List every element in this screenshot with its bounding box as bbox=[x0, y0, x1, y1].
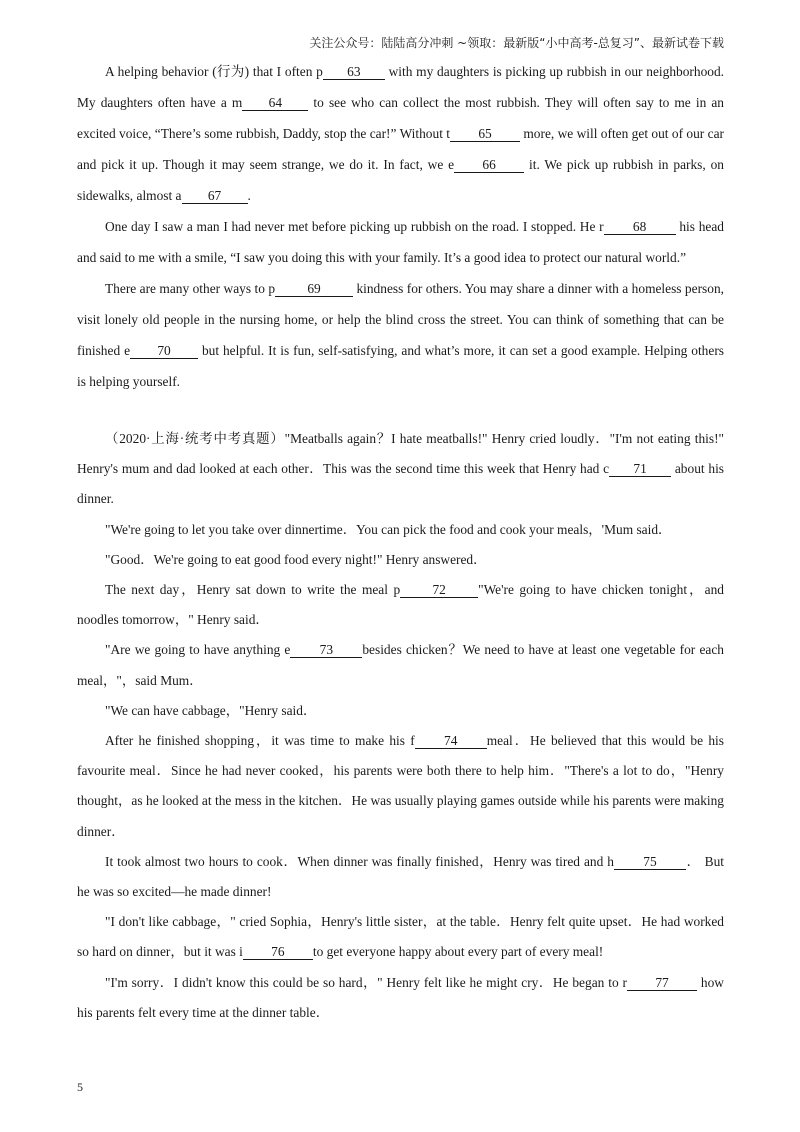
paragraph: "Are we going to have anything e 73 besides chicken？We need to have at least one vegetable for each meal，"，said Mum． bbox=[77, 642, 724, 688]
blank-68: 68 bbox=[604, 220, 676, 235]
paragraph: "We're going to let you take over dinnertime．You can pick the food and cook your meals，'Mum said． bbox=[105, 521, 672, 537]
paragraph: After he finished shopping，it was time to make his f 74 meal．He believed that this would be his favourite meal．Since he had never cooked，his parents were both there to help him．"There's a lot to do，"Henry thought，as he looked at the mess in the kitchen．He was usually playing games outside while his parents were making dinner． bbox=[77, 733, 724, 839]
blank-65: 65 bbox=[450, 127, 520, 142]
paragraph: "I don't like cabbage，" cried Sophia，Henry's little sister，at the table．Henry felt quite upset．He had worked so hard on dinner，but it was i 76 to get everyone happy about every part of every meal! bbox=[77, 914, 724, 960]
page-number: 5 bbox=[77, 1080, 83, 1094]
paragraph: There are many other ways to p 69 kindness for others. You may share a dinner with a homeless person, visit lonely old people in the nursing home, or help the blind cross the street. You can think of something that can be finished e 70 but helpful. It is fun, self-satisfying, and what’s more, it can set a good example. Helping others is helping yourself. bbox=[77, 281, 724, 389]
blank-77: 77 bbox=[627, 976, 697, 991]
blank-72: 72 bbox=[400, 583, 478, 598]
paragraph: （2020·上海·统考中考真题）"Meatballs again？I hate meatballs!" Henry cried loudly．"I'm not eating this!" Henry's mum and dad looked at each other．This was the second time this week that Henry had c 71 about his dinner. bbox=[77, 431, 725, 507]
paragraph: "We can have cabbage，"Henry said． bbox=[105, 702, 317, 718]
document-body bbox=[77, 56, 724, 1028]
paragraph: The next day，Henry sat down to write the meal p 72 "We're going to have chicken tonight，and noodles tomorrow，" Henry said． bbox=[77, 582, 725, 628]
blank-76: 76 bbox=[243, 945, 313, 960]
paragraph: A helping behavior (行为) that I often p 63 with my daughters is picking up rubbish in our neighborhood. My daughters often have a m 64 to see who can collect the most rubbish. They will often say to me in an excited voice, “There’s some rubbish, Daddy, stop the car!” Without t 65 more, we will often get out of our car and pick it up. Though it may seem strange, we do it. In fact, we e 66 it. We pick up rubbish in parks, on sidewalks, almost a 67 . bbox=[77, 64, 724, 203]
paragraph: It took almost two hours to cook．When dinner was finally finished，Henry was tired and h 75 ． But he was so excited—he made dinner! bbox=[77, 853, 724, 900]
paragraph: "I'm sorry．I didn't know this could be so hard，" Henry felt like he might cry．He began to r 77 how his parents felt every time at the dinner table． bbox=[77, 974, 724, 1020]
blank-75: 75 bbox=[614, 855, 686, 870]
blank-70: 70 bbox=[130, 344, 198, 359]
blank-64: 64 bbox=[242, 96, 308, 111]
blank-74: 74 bbox=[415, 734, 487, 749]
blank-66: 66 bbox=[454, 158, 524, 173]
paragraph: "Good．We're going to eat good food every night!" Henry answered． bbox=[105, 551, 487, 567]
blank-73: 73 bbox=[290, 643, 362, 658]
blank-67: 67 bbox=[182, 189, 248, 204]
blank-69: 69 bbox=[275, 282, 353, 297]
blank-71: 71 bbox=[609, 462, 671, 477]
blank-63: 63 bbox=[323, 65, 385, 80]
paragraph: One day I saw a man I had never met before picking up rubbish on the road. I stopped. He r 68 his head and said to me with a smile, “I saw you doing this with your family. It’s a good idea to protect our natural world.” bbox=[77, 219, 724, 265]
page-header: 关注公众号：陆陆高分冲刺 ~领取：最新版“小中高考-总复习”、最新试卷下载 bbox=[309, 36, 724, 50]
